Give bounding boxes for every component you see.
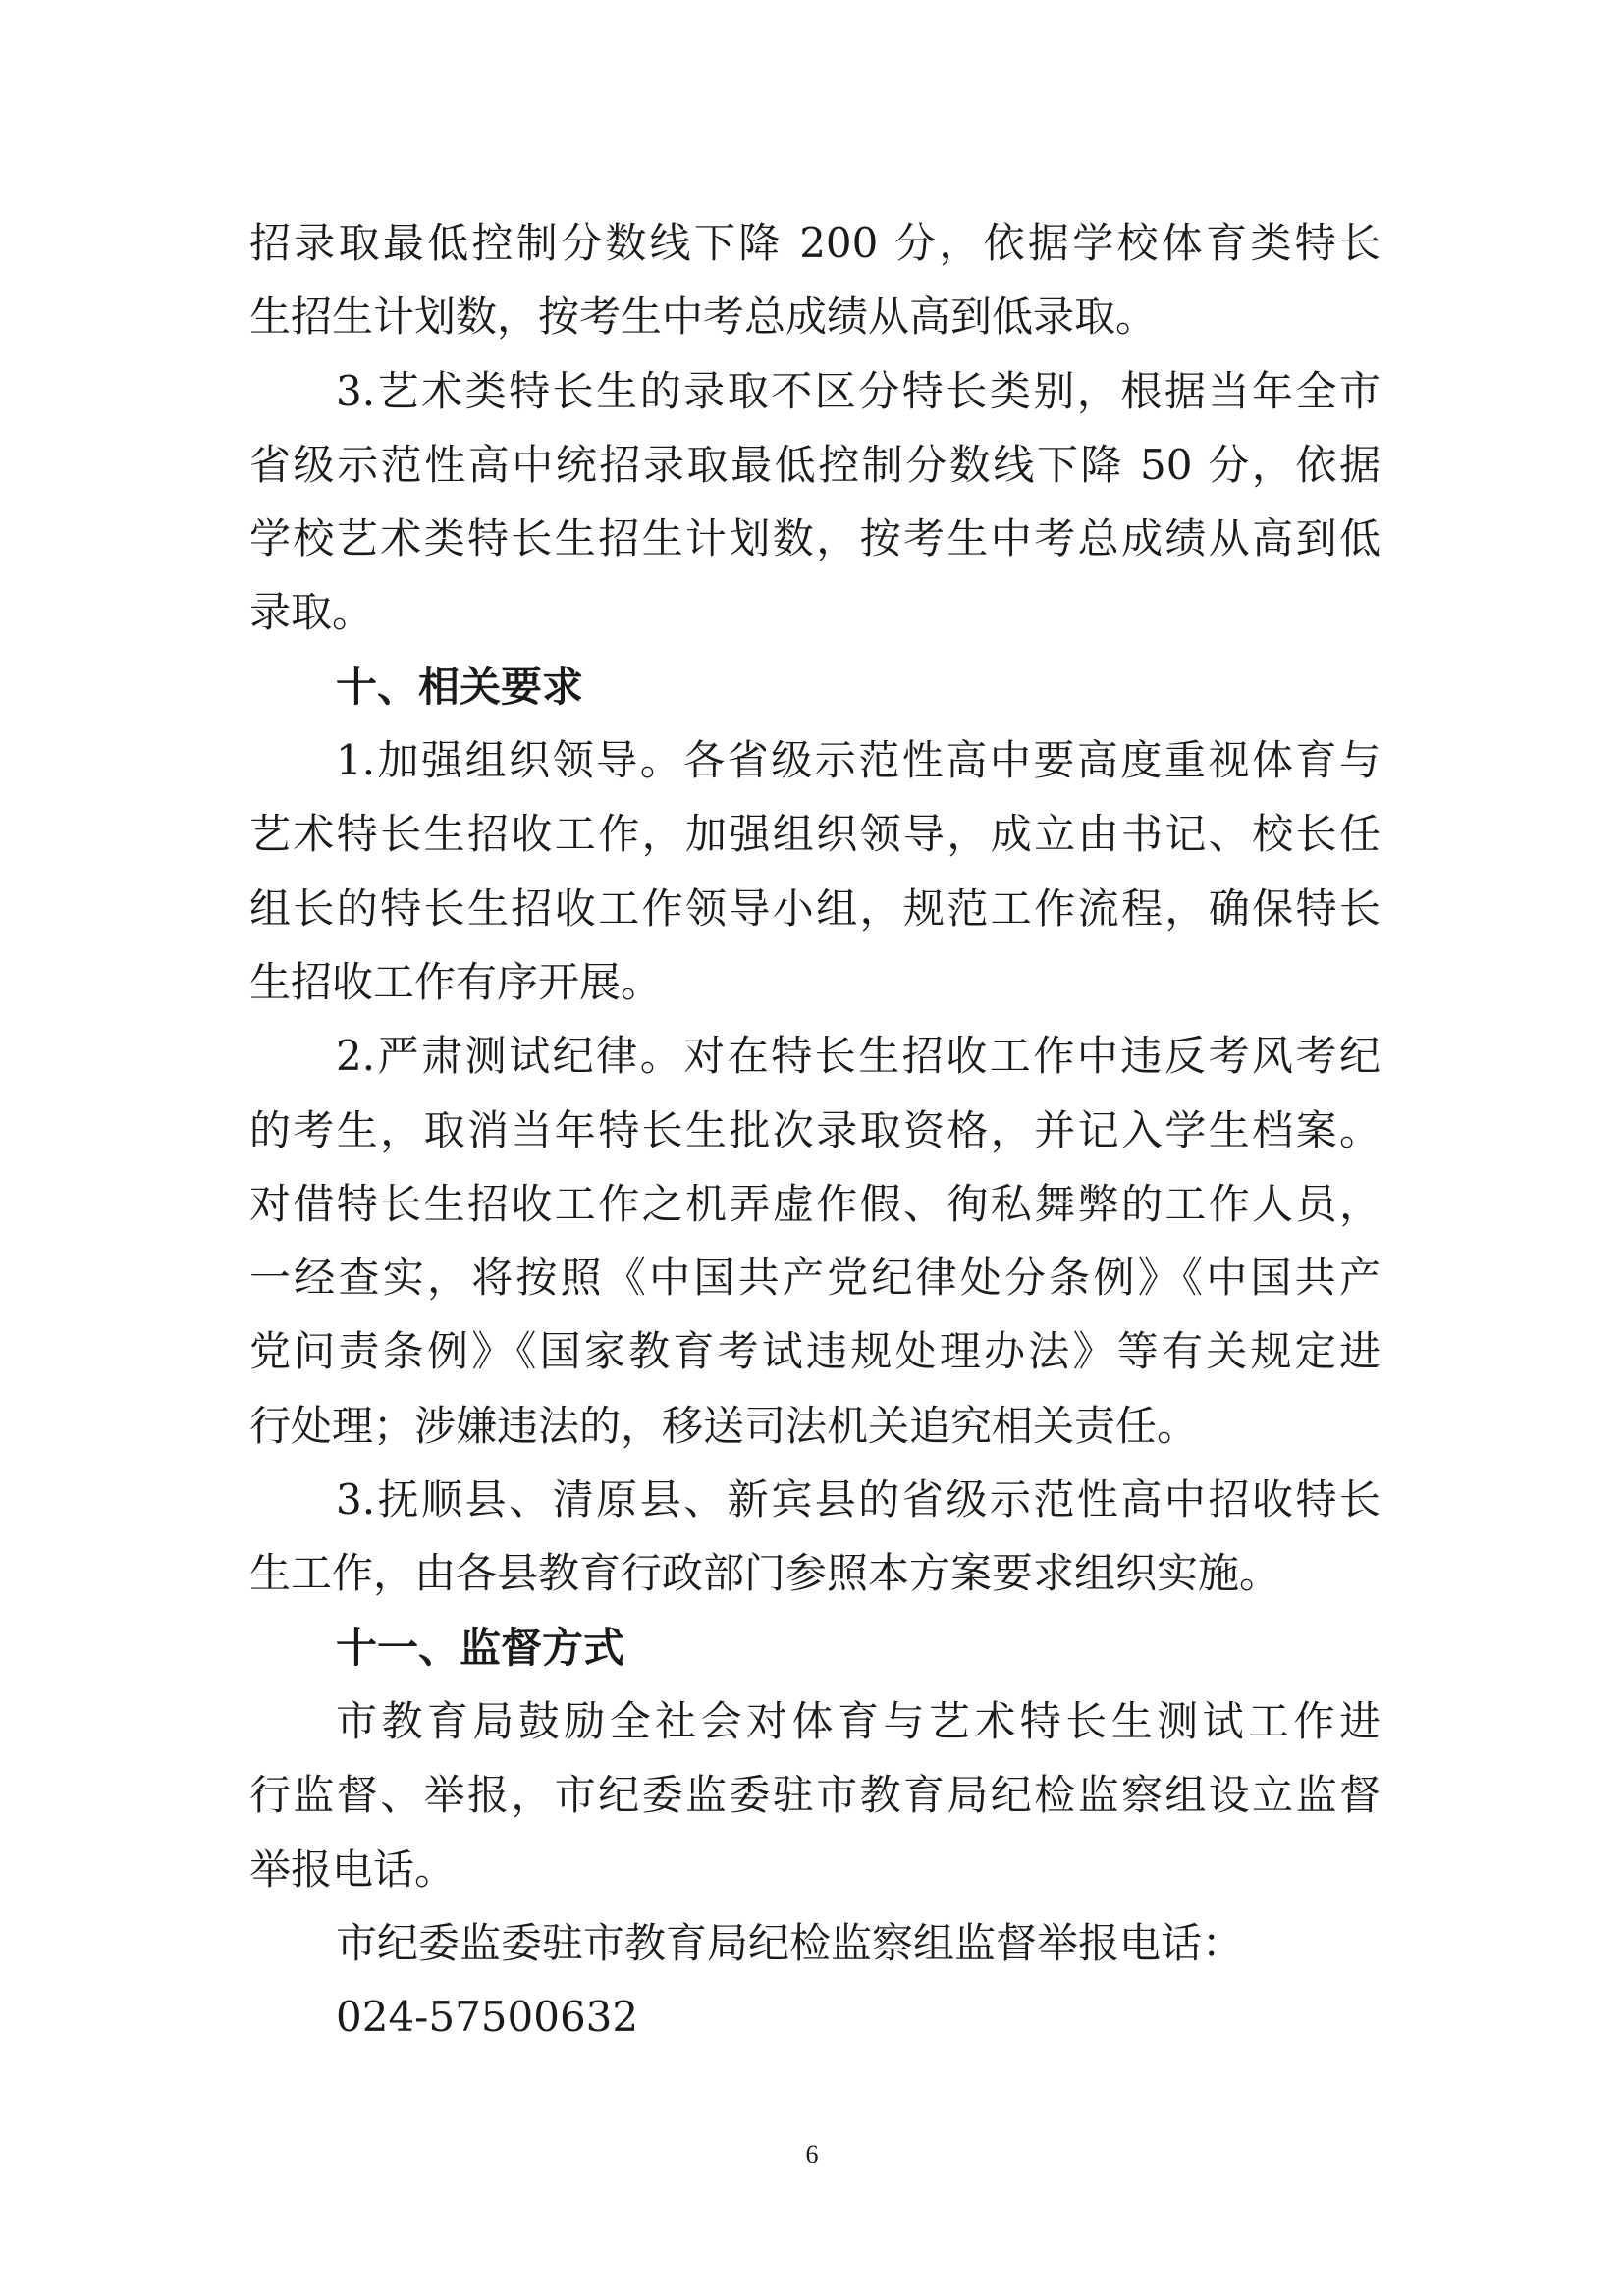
paragraph-line: 生招收工作有序开展。	[249, 957, 663, 1006]
phone-number: 024-57500632	[336, 1993, 639, 2042]
paragraph-line: 一经查实，将按照《中国共产党纪律处分条例》《中国共产	[249, 1254, 1380, 1303]
paragraph-line: 举报电话。	[249, 1844, 457, 1894]
page-number: 6	[805, 2140, 819, 2168]
paragraph-line: 党问责条例》《国家教育考试违规处理办法》等有关规定进	[249, 1327, 1380, 1376]
paragraph-line: 行处理；涉嫌违法的，移送司法机关追究相关责任。	[249, 1401, 1199, 1450]
page-body	[249, 206, 1380, 2054]
paragraph-line: 对借特长生招收工作之机弄虚作假、徇私舞弊的工作人员，	[249, 1179, 1380, 1228]
paragraph-line: 省级示范性高中统招录取最低控制分数线下降 50 分，依据	[249, 440, 1380, 489]
paragraph-line: 1.加强组织领导。各省级示范性高中要高度重视体育与	[336, 736, 1380, 785]
section-heading: 十一、监督方式	[336, 1623, 625, 1672]
paragraph-line: 生招生计划数，按考生中考总成绩从高到低录取。	[249, 293, 1158, 342]
paragraph-line: 艺术特长生招收工作，加强组织领导，成立由书记、校长任	[249, 810, 1380, 859]
paragraph-line: 组长的特长生招收工作领导小组，规范工作流程，确保特长	[249, 883, 1380, 933]
paragraph-line: 2.严肃测试纪律。对在特长生招收工作中违反考风考纪	[336, 1032, 1380, 1081]
paragraph-line: 学校艺术类特长生招生计划数，按考生中考总成绩从高到低	[249, 514, 1380, 563]
paragraph-line: 录取。	[249, 588, 374, 637]
paragraph-line: 3.抚顺县、清原县、新宾县的省级示范性高中招收特长	[336, 1475, 1380, 1524]
paragraph-line: 的考生，取消当年特长生批次录取资格，并记入学生档案。	[249, 1105, 1380, 1154]
section-heading: 十、相关要求	[336, 662, 584, 711]
paragraph-line: 3.艺术类特长生的录取不区分特长类别，根据当年全市	[336, 366, 1380, 415]
paragraph-line: 市纪委监委驻市教育局纪检监察组监督举报电话：	[336, 1918, 1244, 1967]
paragraph-line: 生工作，由各县教育行政部门参照本方案要求组织实施。	[249, 1549, 1281, 1598]
paragraph-line: 招录取最低控制分数线下降 200 分，依据学校体育类特长	[249, 219, 1380, 267]
paragraph-line: 市教育局鼓励全社会对体育与艺术特长生测试工作进	[336, 1696, 1380, 1745]
paragraph-line: 行监督、举报，市纪委监委驻市教育局纪检监察组设立监督	[249, 1771, 1380, 1820]
